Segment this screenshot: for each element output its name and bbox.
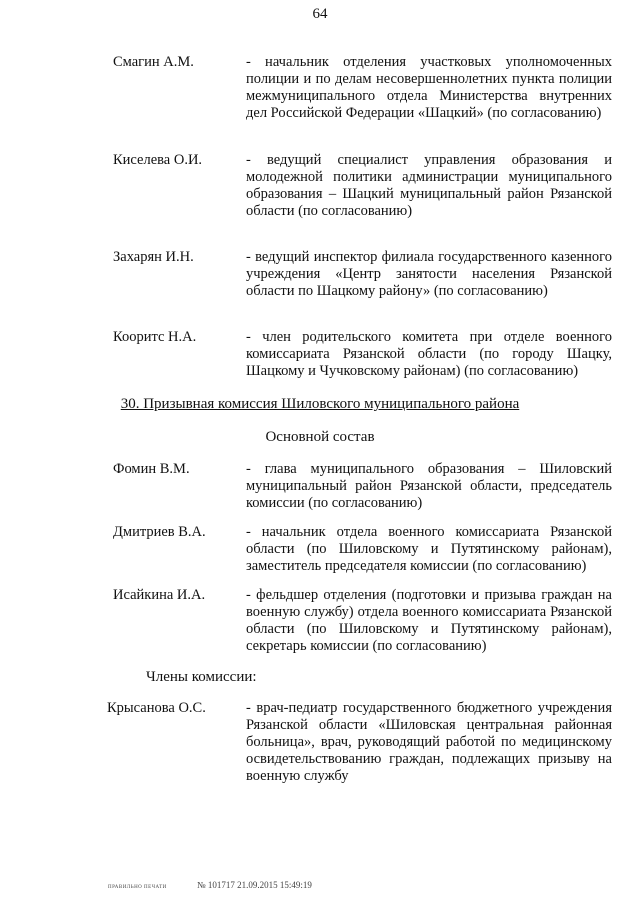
person-name: Дмитриев В.А.	[113, 524, 206, 540]
footer-small-text: ПРАВИЛЬНО ПЕЧАТИ	[108, 885, 167, 890]
person-name: Киселева О.И.	[113, 152, 203, 168]
person-role: - фельдшер отделения (подготовки и призыва граждан на военную службу) отдела военного комиссариата Рязанской области (по Шиловскому и Путятинскому районам), секретарь комиссии (по согласованию)	[246, 587, 612, 654]
person-role: - врач-педиатр государственного бюджетного учреждения Рязанской области «Шиловская центральная районная больница», врач, руководящий работой по медицинскому освидетельствованию граждан, подлежащих призыву на военную службу	[246, 700, 612, 784]
person-name: Фомин В.М.	[113, 461, 190, 477]
person-name: Захарян И.Н.	[113, 249, 194, 265]
person-role: - член родительского комитета при отделе военного комиссариата Рязанской области (по городу Шацку, Шацкому и Чучковскому районам) (по согласованию)	[246, 329, 612, 379]
person-name: Кооритс Н.А.	[113, 329, 197, 345]
subsection-title: Основной состав	[265, 429, 375, 445]
person-name: Крысанова О.С.	[107, 700, 206, 716]
footer-stamp	[108, 880, 312, 890]
footer-stamp-text: № 101717 21.09.2015 15:49:19	[197, 880, 312, 890]
members-heading: Члены комиссии:	[146, 669, 257, 685]
section-title: 30. Призывная комиссия Шиловского муниципального района	[120, 396, 520, 412]
person-name: Смагин А.М.	[113, 54, 194, 70]
person-role: - начальник отделения участковых уполномоченных полиции и по делам несовершеннолетних пункта полиции межмуниципального отдела Министерства внутренних дел Российской Федерации «Шацкий» (по согласованию)	[246, 54, 612, 121]
person-role: - начальник отдела военного комиссариата Рязанской области (по Шиловскому и Путятинскому районам), заместитель председателя комиссии (по согласованию)	[246, 524, 612, 574]
person-role: - ведущий специалист управления образования и молодежной политики администрации муниципального образования – Шацкий муниципальный район Рязанской области (по согласованию)	[246, 152, 612, 219]
person-name: Исайкина И.А.	[113, 587, 206, 603]
person-role: - ведущий инспектор филиала государственного казенного учреждения «Центр занятости населения Рязанской области по Шацкому району» (по согласованию)	[246, 249, 612, 299]
person-role: - глава муниципального образования – Шиловский муниципальный район Рязанской области, председатель комиссии (по согласованию)	[246, 461, 612, 511]
page-number: 64	[312, 6, 328, 22]
